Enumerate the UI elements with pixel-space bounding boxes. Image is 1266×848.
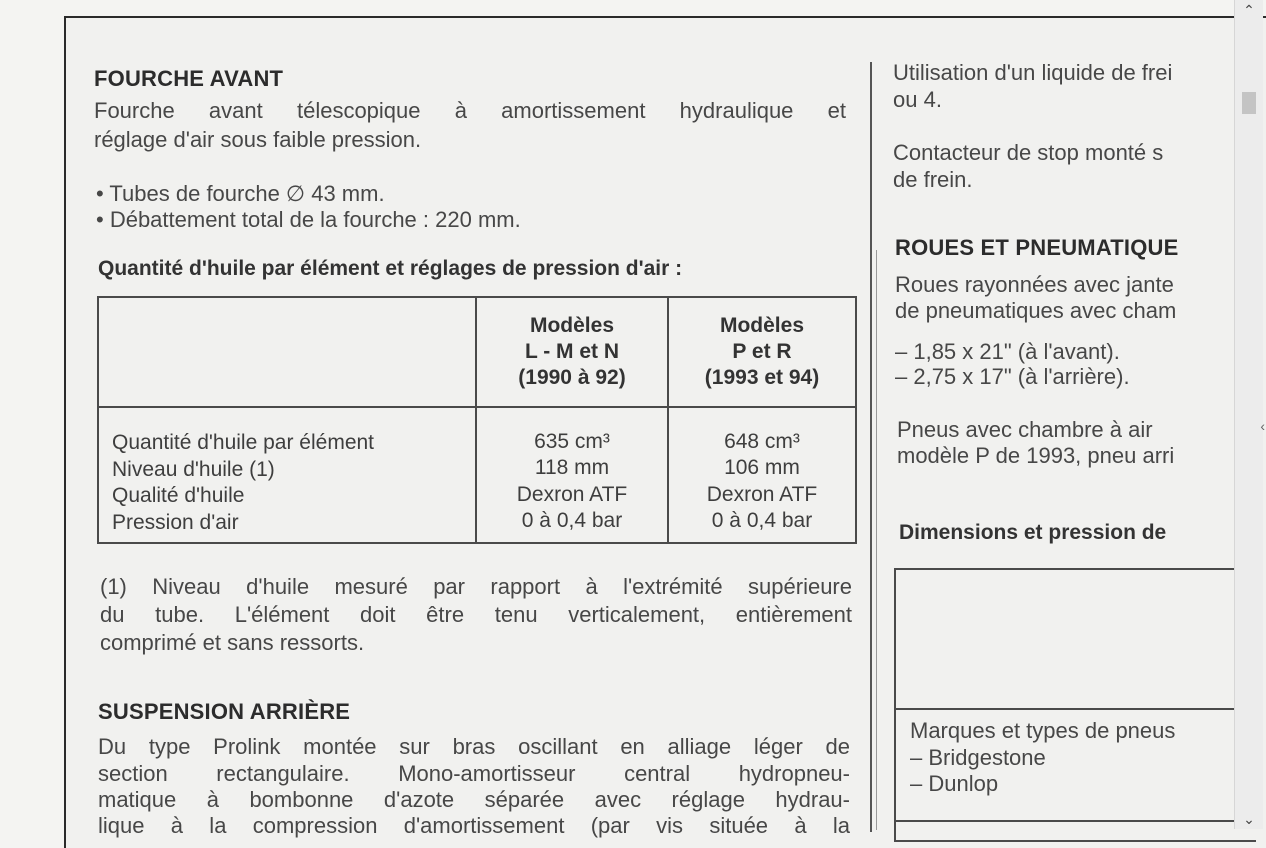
paragraph-line: de frein.: [893, 167, 973, 192]
paragraph-line: Contacteur de stop monté s: [893, 140, 1164, 165]
row-label: Qualité d'huile: [112, 484, 245, 507]
section-title-fourche-avant: FOURCHE AVANT: [94, 66, 284, 91]
scroll-down-button[interactable]: ⌄: [1243, 811, 1255, 827]
row-label: Quantité d'huile par élément: [112, 431, 375, 454]
list-item: – 1,85 x 21" (à l'avant).: [895, 339, 1120, 364]
bullet-item: • Débattement total de la fourche : 220 mm.: [96, 207, 521, 232]
chevron-left-icon: ‹: [1260, 418, 1265, 434]
list-item: – Bridgestone: [910, 745, 1046, 770]
table-divider: [896, 708, 1256, 710]
footnote-line: (1) Niveau d'huile mesuré par rapport à l'extrémité supérieure: [100, 574, 852, 599]
paragraph-line: Utilisation d'un liquide de frei: [893, 60, 1173, 85]
paragraph-line: section rectangulaire. Mono-amortisseur central hydropneu-: [98, 761, 850, 786]
footnote-line: comprimé et sans ressorts.: [100, 630, 365, 655]
list-item: – 2,75 x 17" (à l'arrière).: [895, 364, 1130, 389]
values-lmn-cell: 635 cm³ 118 mm Dexron ATF 0 à 0,4 bar: [476, 407, 668, 543]
section-title-suspension: SUSPENSION ARRIÈRE: [98, 699, 351, 724]
footnote-line: du tube. L'élément doit être tenu verticalement, entièrement: [100, 602, 852, 627]
scroll-thumb[interactable]: [1242, 92, 1256, 114]
paragraph-line: Du type Prolink montée sur bras oscillant en alliage léger de: [98, 734, 850, 759]
paragraph-line: Roues rayonnées avec jante: [895, 272, 1174, 297]
paragraph-line: de pneumatiques avec cham: [895, 298, 1177, 323]
paragraph-line: réglage d'air sous faible pression.: [94, 127, 422, 152]
vertical-scrollbar[interactable]: [1234, 0, 1263, 829]
row-label: Pression d'air: [112, 510, 239, 534]
paragraph-line: modèle P de 1993, pneu arri: [897, 443, 1175, 468]
paragraph-line: Pneus avec chambre à air: [897, 417, 1153, 442]
bullet-item: • Tubes de fourche ∅ 43 mm.: [96, 181, 385, 206]
tire-table: [894, 568, 1256, 842]
table-row-label: Marques et types de pneus: [910, 718, 1176, 743]
paragraph-line: Fourche avant télescopique à amortissement hydraulique et: [94, 98, 846, 123]
table-divider: [896, 820, 1256, 822]
column-header-lmn: Modèles L - M et N (1990 à 92): [476, 297, 668, 407]
values-pr-cell: 648 cm³ 106 mm Dexron ATF 0 à 0,4 bar: [668, 407, 856, 543]
list-item: – Dunlop: [910, 771, 999, 796]
paragraph-line: ou 4.: [893, 87, 942, 112]
table-title: Quantité d'huile par élément et réglages de pression d'air :: [98, 257, 683, 280]
paragraph-line: matique à bombonne d'azote séparée avec réglage hydrau-: [98, 787, 850, 812]
column-header-pr: Modèles P et R (1993 et 94): [668, 297, 856, 407]
section-title-roues: ROUES ET PNEUMATIQUE: [895, 235, 1179, 260]
paragraph-line: lique à la compression d'amortissement (par vis située à la: [98, 813, 850, 838]
scroll-up-button[interactable]: ⌃: [1243, 2, 1255, 18]
table-title: Dimensions et pression de: [899, 521, 1167, 544]
row-label: Niveau d'huile (1): [112, 457, 275, 481]
